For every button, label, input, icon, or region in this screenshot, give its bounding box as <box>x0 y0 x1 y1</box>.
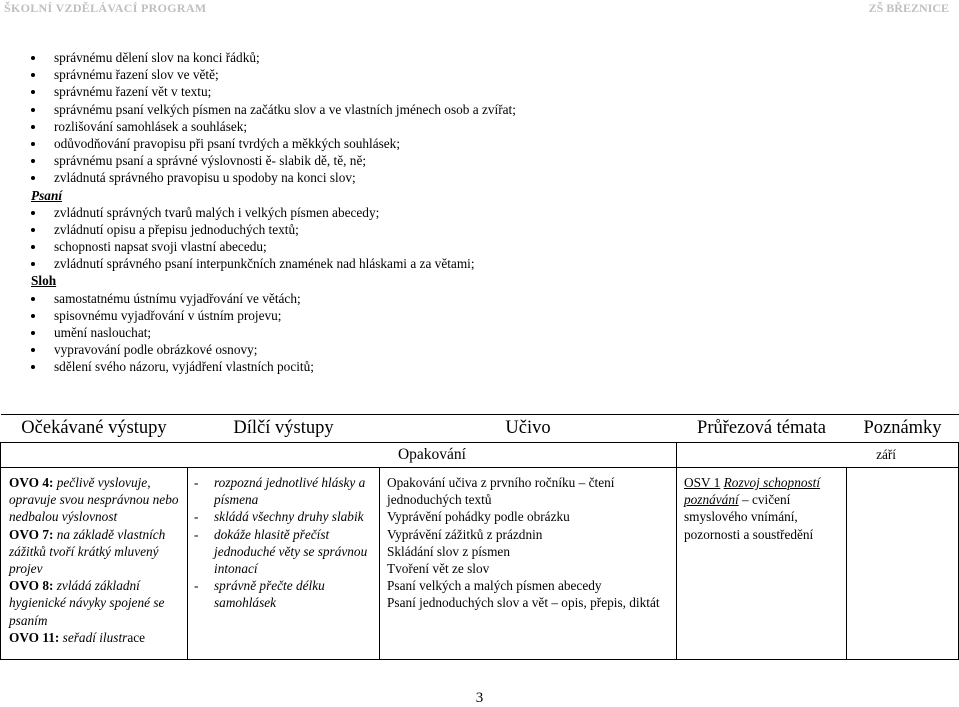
list-item-text: zvládnutí správného psaní interpunkčních znamének nad hláskami a za větami; <box>54 256 475 272</box>
bullet-icon <box>31 108 35 112</box>
list-item: Psaní velkých a malých písmen abecedy <box>387 578 602 594</box>
page-number: 3 <box>475 690 484 706</box>
list-item <box>0 49 959 66</box>
list-item <box>0 118 959 135</box>
notes-cell <box>847 468 959 660</box>
bullet-icon <box>31 56 35 60</box>
list-item-text: správnému psaní velkých písmen na začátku slov a ve vlastních jménech osob a zvířat; <box>54 101 516 117</box>
list-item <box>0 152 959 169</box>
bullet-icon <box>31 314 35 318</box>
section-title: Opakování <box>1 443 677 468</box>
table-header-row <box>1 415 959 443</box>
list-item-text: spisovnému vyjadřování v ústním projevu; <box>54 307 282 323</box>
list-item-text: zvládnutá správného pravopisu u spodoby na konci slov; <box>54 170 356 186</box>
list-item <box>0 66 959 83</box>
list-item-text: zvládnutí správných tvarů malých i velkých písmen abecedy; <box>54 204 380 220</box>
list-item: Skládání slov z písmen <box>387 543 510 559</box>
school-program-title: ŠKOLNÍ VZDĚLÁVACÍ PROGRAM <box>4 1 207 15</box>
bullet-icon <box>31 90 35 94</box>
list-item-text: správnému řazení slov ve větě; <box>54 67 219 83</box>
bullet-icon <box>31 73 35 77</box>
bullet-icon <box>31 228 35 232</box>
partial-outcomes-cell <box>188 468 380 660</box>
bullet-icon <box>31 245 35 249</box>
list-item: Opakování učiva z prvního ročníku – čtení jednoduchých textů <box>387 475 615 508</box>
list-item-text: vypravování podle obrázkové osnovy; <box>54 342 258 358</box>
bullet-icon <box>31 142 35 146</box>
list-item: - dokáže hlasitě přečíst jednoduché věty se správnou intonací <box>194 526 368 577</box>
list-item-text: správnému psaní a správné výslovnosti ě- slabik dě, tě, ně; <box>54 153 367 169</box>
bullet-icon <box>31 297 35 301</box>
curriculum-table <box>0 414 959 660</box>
list-item-text: umění naslouchat; <box>54 325 152 340</box>
bullet-icon <box>31 176 35 180</box>
bullet-icon <box>31 365 35 369</box>
bullet-icon <box>31 125 35 129</box>
bullet-icon <box>31 211 35 215</box>
list-item <box>0 221 959 238</box>
bullet-icon <box>31 159 35 163</box>
col-header-notes: Poznámky <box>847 415 959 443</box>
list-item <box>0 341 959 358</box>
cross-topics-cell: OSV 1 Rozvoj schopností poznávání – cvičení smyslového vnímání, pozornosti a soustředění <box>677 468 847 660</box>
list-item-text: odůvodňování pravopisu při psaní tvrdých a měkkých souhlásek; <box>54 135 401 151</box>
bullet-icon <box>31 348 35 352</box>
list-item <box>0 83 959 100</box>
bullet-icon <box>31 262 35 266</box>
section-heading-text: Sloh <box>31 273 57 289</box>
list-item-text: sdělení svého názoru, vyjádření vlastních pocitů; <box>54 359 314 375</box>
school-name: ZŠ BŘEZNICE <box>868 1 949 15</box>
list-item <box>0 135 959 152</box>
curriculum-cell <box>380 468 677 660</box>
list-item <box>0 204 959 221</box>
list-item-text: správnému dělení slov na konci řádků; <box>54 50 260 65</box>
month-label: září <box>677 443 959 468</box>
col-header-cross-topics: Průřezová témata <box>677 415 847 443</box>
list-item <box>0 307 959 324</box>
list-item-text: správnému řazení vět v textu; <box>54 84 212 100</box>
osv-code: OSV 1 <box>684 475 721 490</box>
list-item: Psaní jednoduchých slov a vět – opis, přepis, diktát <box>387 595 660 611</box>
list-item-text: rozlišování samohlásek a souhlásek; <box>54 118 248 134</box>
list-item-text: samostatnému ústnímu vyjadřování ve větách; <box>54 290 301 306</box>
col-header-partial-outcomes: Dílčí výstupy <box>188 415 380 443</box>
page-header <box>0 0 959 17</box>
list-item <box>0 290 959 307</box>
goals-list <box>0 49 959 376</box>
list-item <box>0 238 959 255</box>
list-item: Vyprávění pohádky podle obrázku <box>387 509 570 525</box>
section-heading <box>0 187 959 204</box>
section-heading <box>0 272 959 289</box>
table-row <box>1 468 959 660</box>
osv-topic: Rozvoj schopností poznávání <box>684 475 821 508</box>
list-item <box>0 358 959 375</box>
list-item-text: schopnosti napsat svoji vlastní abecedu; <box>54 239 267 255</box>
list-item <box>0 169 959 186</box>
list-item <box>0 324 959 341</box>
list-item-text: zvládnutí opisu a přepisu jednoduchých textů; <box>54 221 299 237</box>
section-heading-text: Psaní <box>31 187 63 203</box>
list-item: Vyprávění zážitků z prázdnin <box>387 526 543 542</box>
list-item: - správně přečte délku samohlásek <box>194 578 325 611</box>
outcomes-cell: OVO 4: pečlivě vyslovuje, opravuje svou nesprávnou nebo nedbalou výslovnost OVO 7: na základě vlastních zážitků tvoří krátký mluvený projev OVO 8: zvládá základní hygienické návyky spojené se psaním OVO 11: seřadí ilustrace <box>1 468 188 660</box>
col-header-outcomes: Očekávané výstupy <box>1 415 188 443</box>
list-item: Tvoření vět ze slov <box>387 561 490 577</box>
list-item <box>0 101 959 118</box>
list-item: - skládá všechny druhy slabik <box>194 509 364 525</box>
bullet-icon <box>31 331 35 335</box>
col-header-curriculum: Učivo <box>380 415 677 443</box>
list-item: - rozpozná jednotlivé hlásky a písmena <box>194 475 366 508</box>
section-row <box>1 443 959 468</box>
list-item <box>0 255 959 272</box>
